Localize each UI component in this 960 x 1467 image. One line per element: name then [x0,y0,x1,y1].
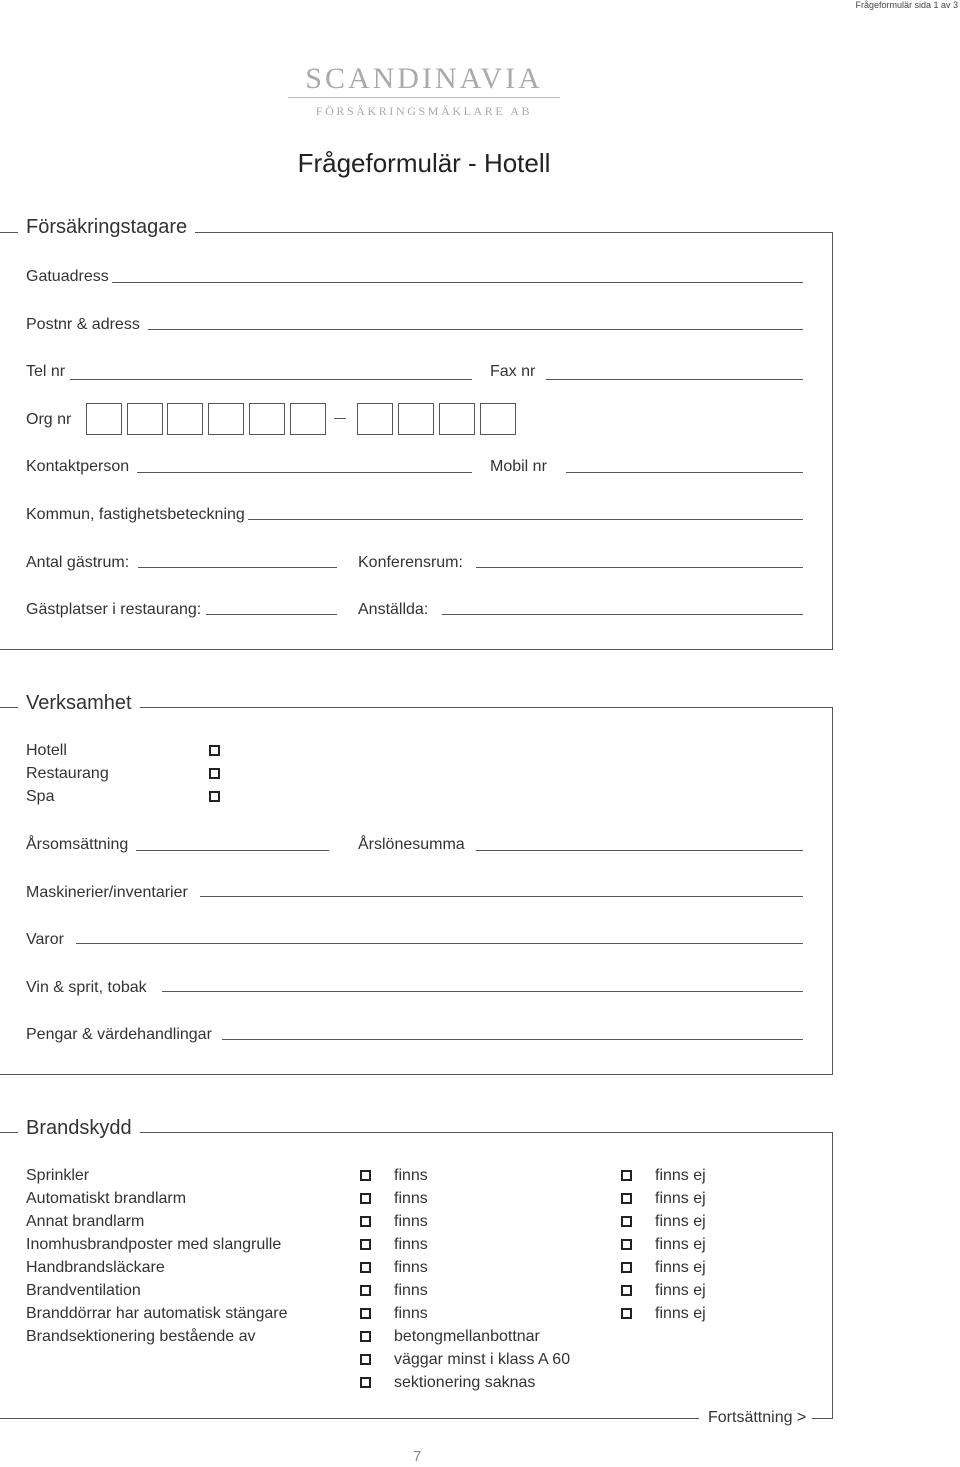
continue-link[interactable]: Fortsättning > [708,1409,807,1426]
arsomsattning-field[interactable] [136,850,329,851]
brandskydd-row-label: Brandventilation [26,1282,141,1299]
verksamhet-restaurang-checkbox[interactable] [209,768,220,779]
brandskydd-row-label: Handbrandsläckare [26,1259,165,1276]
verksamhet-spa-checkbox[interactable] [209,791,220,802]
brandskydd-option-label: finns ej [655,1167,706,1184]
page-header: Frågeformulär sida 1 av 3 [855,0,958,10]
brandskydd-finns-checkbox[interactable] [360,1285,371,1296]
brandskydd-option-label: finns ej [655,1236,706,1253]
company-logo-subtitle: FÖRSÄKRINGSMÄKLARE AB [315,104,533,118]
kontakt-label: Kontaktperson [26,458,130,475]
brandskydd-row-label: Sprinkler [26,1167,90,1184]
fax-label: Fax nr [490,363,536,380]
brandskydd-finns-checkbox[interactable] [360,1262,371,1273]
brandskydd-option-label: finns ej [655,1305,706,1322]
org-label: Org nr [26,411,72,428]
brandskydd-finns-checkbox[interactable] [360,1308,371,1319]
company-logo: SCANDINAVIA [305,62,543,95]
tel-field[interactable] [70,379,472,380]
brandskydd-finns-checkbox[interactable] [360,1170,371,1181]
konferens-field[interactable] [476,567,803,568]
brandskydd-finns-ej-checkbox[interactable] [621,1170,632,1181]
brandskydd-finns-checkbox[interactable] [360,1216,371,1227]
brandskydd-finns-checkbox[interactable] [360,1239,371,1250]
gastplatser-field[interactable] [206,614,337,615]
page-number: 7 [413,1448,422,1465]
gastrum-field[interactable] [138,567,337,568]
konferens-label: Konferensrum: [358,554,463,571]
varor-field[interactable] [76,943,803,944]
varor-label: Varor [26,931,64,948]
section-bottom-rule [0,1418,699,1419]
brandskydd-row-label: Brandsektionering bestående av [26,1328,256,1345]
verksamhet-spa-label: Spa [26,788,55,805]
brandskydd-option-label: finns [394,1190,428,1207]
brandsektionering-checkbox[interactable] [360,1377,371,1388]
verksamhet-hotell-label: Hotell [26,742,67,759]
brandskydd-finns-ej-checkbox[interactable] [621,1308,632,1319]
verksamhet-restaurang-label: Restaurang [26,765,109,782]
brandskydd-finns-checkbox[interactable] [360,1193,371,1204]
maskinerier-label: Maskinerier/inventarier [26,884,188,901]
org-digit-box[interactable] [86,403,122,435]
section-title: Verksamhet [18,692,140,715]
brandskydd-row-label: Inomhusbrandposter med slangrulle [26,1236,282,1253]
arsomsattning-label: Årsomsättning [26,836,129,853]
org-digit-box[interactable] [398,403,434,435]
brandskydd-finns-ej-checkbox[interactable] [621,1262,632,1273]
brandskydd-option-label: finns [394,1167,428,1184]
vin-field[interactable] [162,991,803,992]
section-title: Brandskydd [18,1117,140,1140]
gatuadress-label: Gatuadress [26,268,109,285]
fax-field[interactable] [546,379,803,380]
brandskydd-finns-ej-checkbox[interactable] [621,1193,632,1204]
arslonesumma-field[interactable] [476,850,803,851]
brandskydd-row-label: Annat brandlarm [26,1213,145,1230]
anstallda-field[interactable] [442,614,803,615]
section-frame [0,232,833,650]
brandskydd-option-label: väggar minst i klass A 60 [394,1351,571,1368]
section-title: Försäkringstagare [18,216,195,239]
brandskydd-row-label: Automatiskt brandlarm [26,1190,187,1207]
gastplatser-label: Gästplatser i restaurang: [26,601,202,618]
postnr-field[interactable] [148,329,803,330]
org-separator [334,418,346,419]
org-digit-box[interactable] [127,403,163,435]
org-digit-box[interactable] [208,403,244,435]
maskinerier-field[interactable] [200,896,803,897]
brandskydd-option-label: finns [394,1305,428,1322]
brandskydd-finns-ej-checkbox[interactable] [621,1285,632,1296]
org-digit-box[interactable] [357,403,393,435]
tel-label: Tel nr [26,363,66,380]
org-digit-box[interactable] [167,403,203,435]
org-digit-box[interactable] [249,403,285,435]
section-bottom-rule [812,1418,833,1419]
vin-label: Vin & sprit, tobak [26,979,147,996]
gatuadress-field[interactable] [112,282,803,283]
logo-divider [288,97,560,98]
brandskydd-option-label: finns ej [655,1282,706,1299]
anstallda-label: Anställda: [358,601,429,618]
org-digit-box[interactable] [480,403,516,435]
brandsektionering-checkbox[interactable] [360,1331,371,1342]
arslonesumma-label: Årslönesumma [358,836,465,853]
brandskydd-option-label: sektionering saknas [394,1374,536,1391]
brandskydd-option-label: finns [394,1282,428,1299]
pengar-label: Pengar & värdehandlingar [26,1026,212,1043]
brandskydd-option-label: finns ej [655,1213,706,1230]
gastrum-label: Antal gästrum: [26,554,130,571]
brandskydd-option-label: finns ej [655,1259,706,1276]
page-title: Frågeformulär - Hotell [297,148,551,178]
kommun-field[interactable] [248,519,803,520]
verksamhet-hotell-checkbox[interactable] [209,745,220,756]
brandskydd-finns-ej-checkbox[interactable] [621,1239,632,1250]
org-digit-box[interactable] [290,403,326,435]
mobil-label: Mobil nr [490,458,547,475]
brandskydd-option-label: finns ej [655,1190,706,1207]
org-digit-box[interactable] [439,403,475,435]
postnr-label: Postnr & adress [26,316,140,333]
brandskydd-option-label: betongmellanbottnar [394,1328,540,1345]
brandskydd-option-label: finns [394,1259,428,1276]
brandsektionering-checkbox[interactable] [360,1354,371,1365]
mobil-field[interactable] [566,472,803,473]
brandskydd-option-label: finns [394,1213,428,1230]
kontakt-field[interactable] [137,472,472,473]
brandskydd-row-label: Branddörrar har automatisk stängare [26,1305,288,1322]
kommun-label: Kommun, fastighetsbeteckning [26,506,245,523]
brandskydd-finns-ej-checkbox[interactable] [621,1216,632,1227]
pengar-field[interactable] [222,1039,803,1040]
brandskydd-option-label: finns [394,1236,428,1253]
